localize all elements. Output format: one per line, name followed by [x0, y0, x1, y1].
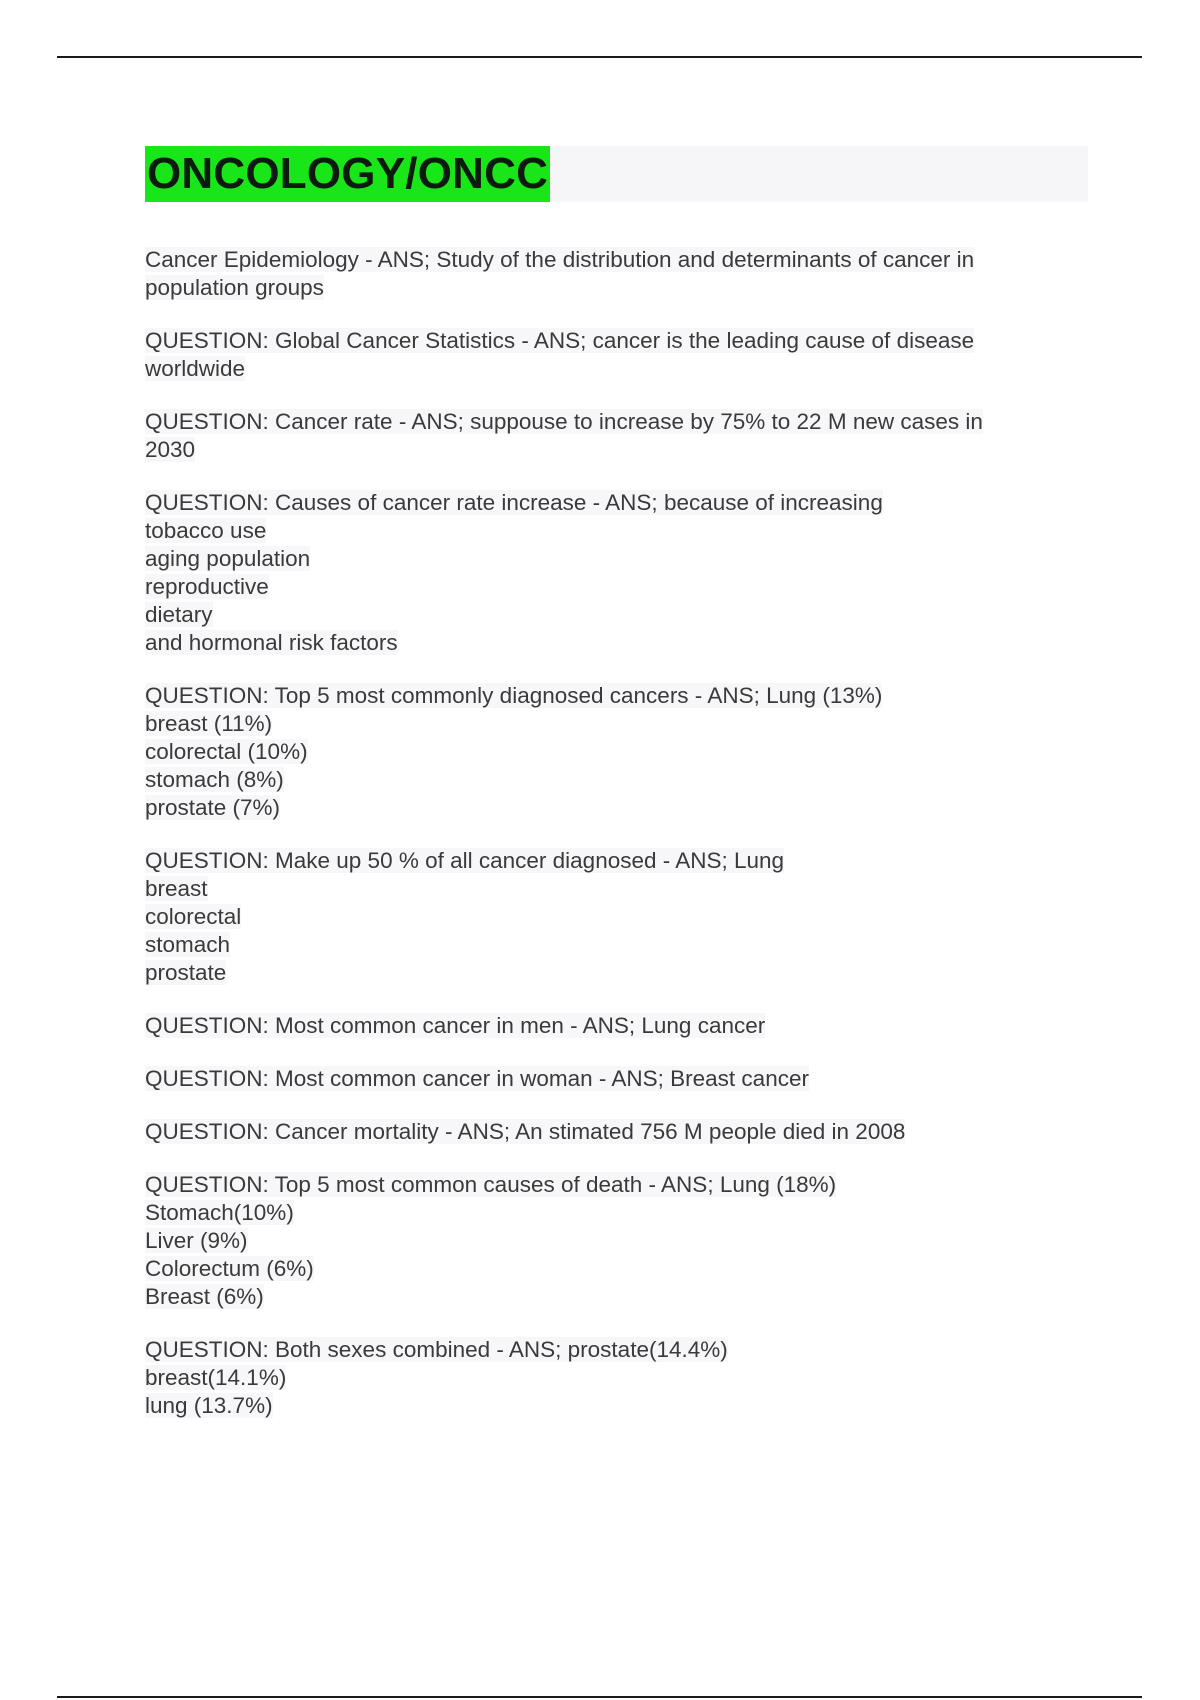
entry-text: Stomach(10%) — [145, 1200, 294, 1225]
qa-entry — [145, 1118, 1075, 1146]
entry-answer-line — [145, 1255, 1075, 1283]
top-rule — [57, 56, 1142, 58]
entry-answer-line — [145, 1199, 1075, 1227]
bottom-rule — [57, 1696, 1142, 1698]
entry-text: Breast (6%) — [145, 1284, 264, 1309]
entry-answer-line — [145, 710, 1075, 738]
entry-text: Cancer Epidemiology - ANS; Study of the distribution and determinants of cancer in — [145, 247, 975, 272]
entry-text: and hormonal risk factors — [145, 630, 398, 655]
entry-answer-line — [145, 436, 1075, 464]
entry-text: QUESTION: Causes of cancer rate increase - ANS; because of increasing — [145, 490, 883, 515]
entry-text: population groups — [145, 275, 324, 300]
entry-question-line — [145, 246, 1075, 274]
entry-question-line — [145, 489, 1075, 517]
entry-text: QUESTION: Most common cancer in woman - ANS; Breast cancer — [145, 1066, 809, 1091]
entry-answer-line — [145, 545, 1075, 573]
entry-text: QUESTION: Both sexes combined - ANS; prostate(14.4%) — [145, 1337, 728, 1362]
entry-answer-line — [145, 1364, 1075, 1392]
entry-answer-line — [145, 517, 1075, 545]
qa-entry — [145, 489, 1075, 657]
entry-answer-line — [145, 601, 1075, 629]
entry-question-line — [145, 1118, 1075, 1146]
entry-question-line — [145, 1065, 1075, 1093]
entry-answer-line — [145, 1227, 1075, 1255]
entry-text: QUESTION: Most common cancer in men - ANS; Lung cancer — [145, 1013, 766, 1038]
entry-text: prostate — [145, 960, 227, 985]
entry-text: QUESTION: Top 5 most commonly diagnosed cancers - ANS; Lung (13%) — [145, 683, 883, 708]
qa-entry — [145, 246, 1075, 302]
entry-answer-line — [145, 573, 1075, 601]
entry-answer-line — [145, 274, 1075, 302]
entry-answer-line — [145, 1392, 1075, 1420]
entry-answer-line — [145, 875, 1075, 903]
qa-entries — [145, 246, 1075, 1445]
qa-entry — [145, 682, 1075, 822]
entry-text: QUESTION: Cancer mortality - ANS; An stimated 756 M people died in 2008 — [145, 1119, 906, 1144]
qa-entry — [145, 847, 1075, 987]
entry-text: breast (11%) — [145, 711, 273, 736]
entry-question-line — [145, 1171, 1075, 1199]
entry-text: breast(14.1%) — [145, 1365, 287, 1390]
entry-text: reproductive — [145, 574, 269, 599]
entry-text: QUESTION: Make up 50 % of all cancer diagnosed - ANS; Lung — [145, 848, 785, 873]
entry-question-line — [145, 1336, 1075, 1364]
entry-question-line — [145, 682, 1075, 710]
entry-text: tobacco use — [145, 518, 267, 543]
entry-text: 2030 — [145, 437, 196, 462]
qa-entry — [145, 1336, 1075, 1420]
entry-answer-line — [145, 794, 1075, 822]
entry-answer-line — [145, 959, 1075, 987]
qa-entry — [145, 327, 1075, 383]
entry-answer-line — [145, 766, 1075, 794]
qa-entry — [145, 1012, 1075, 1040]
entry-answer-line — [145, 931, 1075, 959]
entry-text: QUESTION: Global Cancer Statistics - ANS; cancer is the leading cause of disease — [145, 328, 975, 353]
entry-text: prostate (7%) — [145, 795, 281, 820]
entry-text: worldwide — [145, 356, 246, 381]
entry-question-line — [145, 847, 1075, 875]
entry-text: dietary — [145, 602, 213, 627]
entry-text: Liver (9%) — [145, 1228, 248, 1253]
entry-answer-line — [145, 355, 1075, 383]
entry-text: QUESTION: Cancer rate - ANS; suppouse to increase by 75% to 22 M new cases in — [145, 409, 983, 434]
entry-text: QUESTION: Top 5 most common causes of death - ANS; Lung (18%) — [145, 1172, 837, 1197]
entry-text: colorectal — [145, 904, 242, 929]
document-title: ONCOLOGY/ONCC — [145, 146, 550, 202]
entry-text: Colorectum (6%) — [145, 1256, 314, 1281]
entry-question-line — [145, 408, 1075, 436]
qa-entry — [145, 1171, 1075, 1311]
entry-answer-line — [145, 738, 1075, 766]
entry-text: colorectal (10%) — [145, 739, 308, 764]
qa-entry — [145, 1065, 1075, 1093]
entry-answer-line — [145, 1283, 1075, 1311]
entry-text: stomach (8%) — [145, 767, 284, 792]
entry-text: breast — [145, 876, 208, 901]
entry-text: lung (13.7%) — [145, 1393, 273, 1418]
qa-entry — [145, 408, 1075, 464]
entry-answer-line — [145, 903, 1075, 931]
entry-question-line — [145, 327, 1075, 355]
entry-text: aging population — [145, 546, 311, 571]
entry-answer-line — [145, 629, 1075, 657]
entry-question-line — [145, 1012, 1075, 1040]
entry-text: stomach — [145, 932, 231, 957]
